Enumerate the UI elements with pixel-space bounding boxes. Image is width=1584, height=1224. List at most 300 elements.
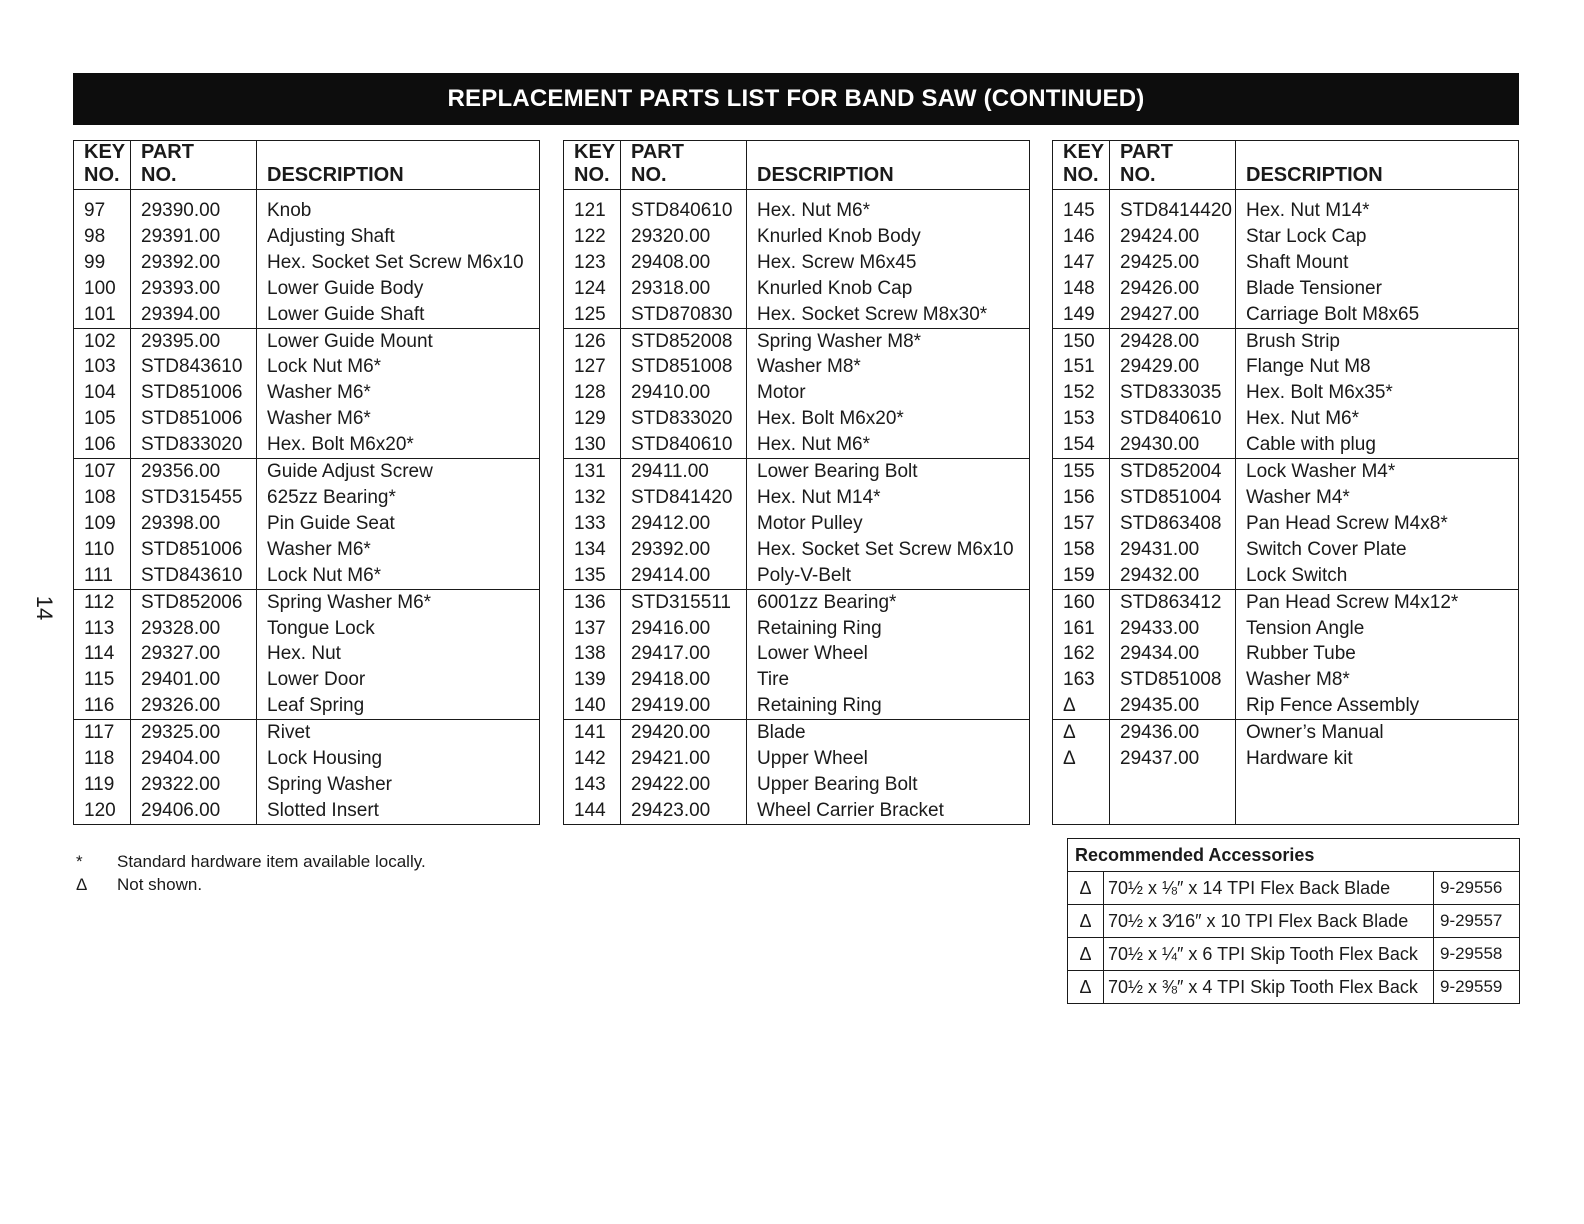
accessory-part-number: 9-29557 (1433, 905, 1519, 938)
table-row (74, 511, 540, 537)
part-no-cell: 29392.00 (621, 537, 747, 563)
part-no-cell: 29414.00 (621, 563, 747, 589)
part-no-cell: 29436.00 (1110, 720, 1236, 746)
part-no-cell: 29322.00 (131, 772, 257, 798)
part-no-cell: 29431.00 (1110, 537, 1236, 563)
description-cell: Pan Head Screw M4x12* (1236, 589, 1519, 615)
table-row (74, 406, 540, 432)
description-cell: Hex. Nut M14* (757, 486, 881, 508)
part-no-cell: STD870830 (621, 302, 747, 328)
key-no-cell: 161 (1053, 616, 1110, 642)
description-cell: Hardware kit (1246, 748, 1353, 770)
key-no-cell: 136 (564, 589, 621, 615)
part-no-cell: STD851006 (131, 537, 257, 563)
description-cell: Lower Guide Body (267, 277, 424, 299)
table-row (74, 485, 540, 511)
page-title-banner (73, 73, 1519, 125)
key-no-cell: 160 (1053, 589, 1110, 615)
footnotes (76, 850, 426, 896)
accessory-description: 70½ x ⅛″ x 14 TPI Flex Back Blade (1104, 872, 1434, 905)
description-cell: 6001zz Bearing* (747, 589, 1030, 615)
description-cell: Wheel Carrier Bracket (757, 799, 944, 821)
table-row (74, 459, 540, 485)
description-cell: Lock Washer M4* (1236, 459, 1519, 485)
part-no-header: PART NO. (1110, 141, 1236, 190)
table-row (564, 406, 1030, 432)
description-cell: Shaft Mount (1246, 251, 1349, 273)
part-no-cell: STD863412 (1110, 589, 1236, 615)
footnote (76, 873, 426, 896)
table-row (74, 432, 540, 458)
part-no-cell: 29418.00 (621, 667, 747, 693)
description-header: DESCRIPTION (257, 141, 540, 190)
table-row (564, 250, 1030, 276)
description-cell: Washer M8* (757, 356, 861, 378)
table-row (564, 693, 1030, 719)
key-no-cell: 155 (1053, 459, 1110, 485)
table-row (564, 459, 1030, 485)
table-row (1053, 616, 1519, 642)
table-row (74, 616, 540, 642)
description-cell: Washer M6* (267, 382, 371, 404)
part-no-cell: 29318.00 (621, 276, 747, 302)
key-no-cell: 104 (74, 380, 131, 406)
table-row (1053, 354, 1519, 380)
description-cell: Lock Nut M6* (267, 356, 382, 378)
key-no-cell: 101 (74, 302, 131, 328)
accessory-symbol: Δ (1068, 905, 1104, 938)
part-no-cell: 29426.00 (1110, 276, 1236, 302)
description-cell: Hex. Bolt M6x20* (267, 434, 414, 456)
key-no-cell: 163 (1053, 667, 1110, 693)
key-no-header: KEY NO. (74, 141, 131, 190)
part-no-cell: STD852004 (1110, 459, 1236, 485)
table-row (1053, 485, 1519, 511)
key-no-cell: 123 (564, 250, 621, 276)
description-cell: Hex. Nut M14* (1246, 200, 1370, 221)
part-no-cell: 29417.00 (621, 641, 747, 667)
table-row (564, 772, 1030, 798)
part-no-cell: 29393.00 (131, 276, 257, 302)
description-cell: Poly-V-Belt (757, 564, 851, 586)
part-no-cell: STD851008 (621, 354, 747, 380)
table-row (1053, 772, 1519, 798)
part-no-cell: 29411.00 (621, 459, 747, 485)
description-cell: Pin Guide Seat (267, 512, 395, 534)
description-cell: Spring Washer M6* (257, 589, 540, 615)
key-no-cell: Δ (1053, 720, 1110, 746)
table-row (74, 746, 540, 772)
description-cell: Lock Housing (267, 748, 383, 770)
part-no-cell: 29427.00 (1110, 302, 1236, 328)
footnote (76, 850, 426, 873)
table-row (1053, 537, 1519, 563)
table-row (1053, 224, 1519, 250)
table-row (564, 328, 1030, 354)
part-no-cell: STD841420 (621, 485, 747, 511)
part-no-cell: 29404.00 (131, 746, 257, 772)
part-no-cell: STD833020 (621, 406, 747, 432)
part-no-cell: 29328.00 (131, 616, 257, 642)
key-no-cell: 107 (74, 459, 131, 485)
table-row (1053, 380, 1519, 406)
key-no-cell: 103 (74, 354, 131, 380)
key-no-cell: 143 (564, 772, 621, 798)
key-no-cell: 157 (1053, 511, 1110, 537)
table-row (1053, 798, 1519, 824)
key-no-cell (1053, 772, 1110, 798)
accessory-description: 70½ x 3⁄16″ x 10 TPI Flex Back Blade (1104, 905, 1434, 938)
key-no-cell: 102 (74, 328, 131, 354)
part-no-cell: 29424.00 (1110, 224, 1236, 250)
description-cell: Lower Bearing Bolt (747, 459, 1030, 485)
key-no-cell: 106 (74, 432, 131, 458)
footnote-symbol: Δ (76, 875, 88, 894)
key-no-cell: 135 (564, 563, 621, 589)
table-row (564, 224, 1030, 250)
part-no-cell: STD852006 (131, 589, 257, 615)
accessory-row (1068, 938, 1520, 971)
table-row (1053, 589, 1519, 615)
part-no-cell: 29432.00 (1110, 563, 1236, 589)
key-no-cell: 118 (74, 746, 131, 772)
description-cell: Brush Strip (1236, 328, 1519, 354)
key-no-cell: 108 (74, 485, 131, 511)
description-cell: Upper Wheel (757, 748, 868, 770)
table-row (564, 302, 1030, 328)
key-no-cell: 146 (1053, 224, 1110, 250)
part-no-cell: 29398.00 (131, 511, 257, 537)
description-cell: Knurled Knob Body (757, 225, 921, 247)
table-row (564, 589, 1030, 615)
footnote-text: Not shown. (117, 875, 203, 894)
description-cell: Hex. Bolt M6x20* (757, 408, 904, 430)
description-cell: Slotted Insert (267, 799, 379, 821)
table-row (564, 190, 1030, 224)
description-cell: Hex. Socket Screw M8x30* (757, 303, 988, 325)
key-no-cell: 100 (74, 276, 131, 302)
table-row (74, 537, 540, 563)
table-row (74, 250, 540, 276)
parts-table-1 (73, 140, 540, 825)
key-no-cell (1053, 798, 1110, 824)
part-no-cell: 29408.00 (621, 250, 747, 276)
description-cell: Lower Guide Shaft (267, 303, 425, 325)
key-no-cell: Δ (1053, 693, 1110, 719)
description-cell: Retaining Ring (757, 695, 882, 717)
description-cell: Blade Tensioner (1246, 277, 1382, 299)
table-row (564, 485, 1030, 511)
accessory-symbol: Δ (1068, 971, 1104, 1004)
table-row (74, 190, 540, 224)
description-cell: Flange Nut M8 (1246, 356, 1371, 378)
part-no-cell: 29429.00 (1110, 354, 1236, 380)
table-row (74, 589, 540, 615)
description-cell: Knob (267, 200, 312, 221)
key-no-cell: 125 (564, 302, 621, 328)
part-no-cell: 29425.00 (1110, 250, 1236, 276)
table-row (564, 720, 1030, 746)
part-no-cell: 29435.00 (1110, 693, 1236, 719)
key-no-cell: 120 (74, 798, 131, 824)
key-no-cell: 111 (74, 563, 131, 589)
part-no-cell: STD833020 (131, 432, 257, 458)
part-no-cell: STD851006 (131, 406, 257, 432)
key-no-cell: 109 (74, 511, 131, 537)
part-no-cell: 29410.00 (621, 380, 747, 406)
accessory-part-number: 9-29558 (1433, 938, 1519, 971)
description-cell: Tire (757, 669, 790, 691)
table-row (74, 276, 540, 302)
table-row (74, 328, 540, 354)
part-no-cell: 29406.00 (131, 798, 257, 824)
description-cell: Motor Pulley (757, 512, 863, 534)
part-no-cell: 29416.00 (621, 616, 747, 642)
table-row (74, 720, 540, 746)
description-cell: Hex. Nut (267, 643, 341, 665)
part-no-cell: STD851006 (131, 380, 257, 406)
part-no-cell: 29437.00 (1110, 746, 1236, 772)
part-no-cell: 29390.00 (131, 190, 257, 224)
key-no-cell: 144 (564, 798, 621, 824)
part-no-header: PART NO. (131, 141, 257, 190)
key-no-cell: 121 (564, 190, 621, 224)
accessory-row (1068, 872, 1520, 905)
key-no-cell: 148 (1053, 276, 1110, 302)
table-row (564, 380, 1030, 406)
description-cell: Pan Head Screw M4x8* (1246, 512, 1448, 534)
table-row (1053, 406, 1519, 432)
table-row (74, 772, 540, 798)
part-no-cell: STD863408 (1110, 511, 1236, 537)
table-row (564, 563, 1030, 589)
key-no-cell: 154 (1053, 432, 1110, 458)
part-no-cell: 29320.00 (621, 224, 747, 250)
description-cell: Knurled Knob Cap (757, 277, 913, 299)
description-cell: 625zz Bearing* (267, 486, 396, 508)
description-cell: Spring Washer M8* (747, 328, 1030, 354)
part-no-cell: 29420.00 (621, 720, 747, 746)
table-row (564, 798, 1030, 824)
accessory-symbol: Δ (1068, 938, 1104, 971)
key-no-cell: 122 (564, 224, 621, 250)
key-no-cell: 112 (74, 589, 131, 615)
table-row (74, 641, 540, 667)
description-cell: Hex. Nut M6* (757, 434, 870, 456)
description-cell: Hex. Bolt M6x35* (1246, 382, 1393, 404)
part-no-cell: STD8414420 (1110, 190, 1236, 224)
part-no-cell: STD852008 (621, 328, 747, 354)
key-no-cell: 162 (1053, 641, 1110, 667)
parts-table-3 (1052, 140, 1519, 825)
key-no-cell: 110 (74, 537, 131, 563)
accessory-description: 70½ x ¼″ x 6 TPI Skip Tooth Flex Back (1104, 938, 1434, 971)
description-cell: Switch Cover Plate (1246, 538, 1407, 560)
footnote-text: Standard hardware item available locally. (117, 852, 426, 871)
key-no-cell: 115 (74, 667, 131, 693)
parts-table-2 (563, 140, 1030, 825)
accessory-row (1068, 971, 1520, 1004)
description-cell: Hex. Screw M6x45 (757, 251, 917, 273)
table-row (74, 667, 540, 693)
description-cell (1236, 798, 1519, 824)
key-no-cell: 134 (564, 537, 621, 563)
key-no-cell: 137 (564, 616, 621, 642)
table-row (1053, 667, 1519, 693)
description-cell: Upper Bearing Bolt (757, 773, 918, 795)
key-no-cell: 116 (74, 693, 131, 719)
table-row (1053, 641, 1519, 667)
accessories-title: Recommended Accessories (1068, 839, 1520, 872)
description-cell: Lock Nut M6* (267, 564, 382, 586)
part-no-cell: STD833035 (1110, 380, 1236, 406)
part-no-cell: STD315511 (621, 589, 747, 615)
description-cell: Washer M4* (1246, 486, 1350, 508)
description-cell: Washer M6* (267, 538, 371, 560)
table-row (564, 537, 1030, 563)
key-no-cell: 126 (564, 328, 621, 354)
description-cell: Adjusting Shaft (267, 225, 395, 247)
table-row (1053, 693, 1519, 719)
part-no-cell: 29356.00 (131, 459, 257, 485)
part-no-cell (1110, 798, 1236, 824)
part-no-cell: 29422.00 (621, 772, 747, 798)
key-no-cell: 113 (74, 616, 131, 642)
part-no-header: PART NO. (621, 141, 747, 190)
key-no-cell: 153 (1053, 406, 1110, 432)
table-row (564, 354, 1030, 380)
description-cell: Lower Wheel (757, 643, 868, 665)
accessory-row (1068, 905, 1520, 938)
description-header: DESCRIPTION (1236, 141, 1519, 190)
description-cell: Lower Door (267, 669, 366, 691)
description-cell: Tension Angle (1246, 617, 1365, 639)
description-cell: Blade (747, 720, 1030, 746)
part-no-cell: 29433.00 (1110, 616, 1236, 642)
description-cell: Rip Fence Assembly (1246, 695, 1420, 717)
table-row (564, 746, 1030, 772)
table-row (74, 693, 540, 719)
key-no-cell: 158 (1053, 537, 1110, 563)
description-cell: Washer M8* (1246, 669, 1350, 691)
key-no-cell: 130 (564, 432, 621, 458)
key-no-cell: 99 (74, 250, 131, 276)
accessory-symbol: Δ (1068, 872, 1104, 905)
part-no-cell: 29428.00 (1110, 328, 1236, 354)
description-cell: Leaf Spring (267, 695, 365, 717)
key-no-cell: 152 (1053, 380, 1110, 406)
table-row (564, 616, 1030, 642)
part-no-cell: STD851004 (1110, 485, 1236, 511)
footnote-symbol: * (76, 852, 83, 871)
key-no-cell: 119 (74, 772, 131, 798)
table-row (1053, 746, 1519, 772)
key-no-cell: 114 (74, 641, 131, 667)
accessory-part-number: 9-29556 (1433, 872, 1519, 905)
key-no-cell: 117 (74, 720, 131, 746)
description-cell: Hex. Socket Set Screw M6x10 (757, 538, 1014, 560)
description-cell: Rivet (257, 720, 540, 746)
key-no-cell: 131 (564, 459, 621, 485)
key-no-cell: 133 (564, 511, 621, 537)
key-no-cell: 149 (1053, 302, 1110, 328)
part-no-cell: 29423.00 (621, 798, 747, 824)
description-cell: Spring Washer (267, 773, 392, 795)
key-no-cell: 140 (564, 693, 621, 719)
table-row (1053, 328, 1519, 354)
table-row (1053, 511, 1519, 537)
accessory-description: 70½ x ⅜″ x 4 TPI Skip Tooth Flex Back (1104, 971, 1434, 1004)
description-cell: Star Lock Cap (1246, 225, 1367, 247)
description-cell: Lower Guide Mount (257, 328, 540, 354)
part-no-cell: 29421.00 (621, 746, 747, 772)
description-cell: Hex. Nut M6* (757, 200, 870, 221)
table-row (564, 276, 1030, 302)
table-row (564, 667, 1030, 693)
key-no-cell: 132 (564, 485, 621, 511)
description-cell: Rubber Tube (1246, 643, 1356, 665)
key-no-cell: 129 (564, 406, 621, 432)
key-no-cell: 147 (1053, 250, 1110, 276)
description-cell: Hex. Socket Set Screw M6x10 (267, 251, 524, 273)
table-row (1053, 276, 1519, 302)
key-no-cell: 105 (74, 406, 131, 432)
description-cell: Lock Switch (1246, 564, 1348, 586)
description-cell: Carriage Bolt M8x65 (1246, 303, 1420, 325)
key-no-cell: 151 (1053, 354, 1110, 380)
table-row (74, 798, 540, 824)
page-number: 14 (32, 595, 57, 621)
key-no-cell: 142 (564, 746, 621, 772)
key-no-cell: 124 (564, 276, 621, 302)
description-cell: Tongue Lock (267, 617, 375, 639)
description-cell: Owner’s Manual (1236, 720, 1519, 746)
part-no-cell: STD315455 (131, 485, 257, 511)
table-row (74, 380, 540, 406)
part-no-cell: 29401.00 (131, 667, 257, 693)
key-no-cell: 139 (564, 667, 621, 693)
table-row (1053, 302, 1519, 328)
description-cell (1236, 772, 1519, 798)
table-row (1053, 563, 1519, 589)
description-cell: Retaining Ring (757, 617, 882, 639)
key-no-header: KEY NO. (564, 141, 621, 190)
table-row (1053, 459, 1519, 485)
part-no-cell: STD840610 (1110, 406, 1236, 432)
table-row (1053, 190, 1519, 224)
table-row (1053, 250, 1519, 276)
part-no-cell: STD840610 (621, 190, 747, 224)
accessory-part-number: 9-29559 (1433, 971, 1519, 1004)
part-no-cell: 29325.00 (131, 720, 257, 746)
table-row (564, 432, 1030, 458)
key-no-cell: 159 (1053, 563, 1110, 589)
part-no-cell: 29395.00 (131, 328, 257, 354)
key-no-cell: 150 (1053, 328, 1110, 354)
table-row (564, 641, 1030, 667)
part-no-cell: 29419.00 (621, 693, 747, 719)
key-no-cell: Δ (1053, 746, 1110, 772)
key-no-header: KEY NO. (1053, 141, 1110, 190)
key-no-cell: 138 (564, 641, 621, 667)
table-row (1053, 720, 1519, 746)
table-row (564, 511, 1030, 537)
table-row (74, 224, 540, 250)
key-no-cell: 145 (1053, 190, 1110, 224)
key-no-cell: 156 (1053, 485, 1110, 511)
part-no-cell: 29391.00 (131, 224, 257, 250)
table-row (74, 354, 540, 380)
